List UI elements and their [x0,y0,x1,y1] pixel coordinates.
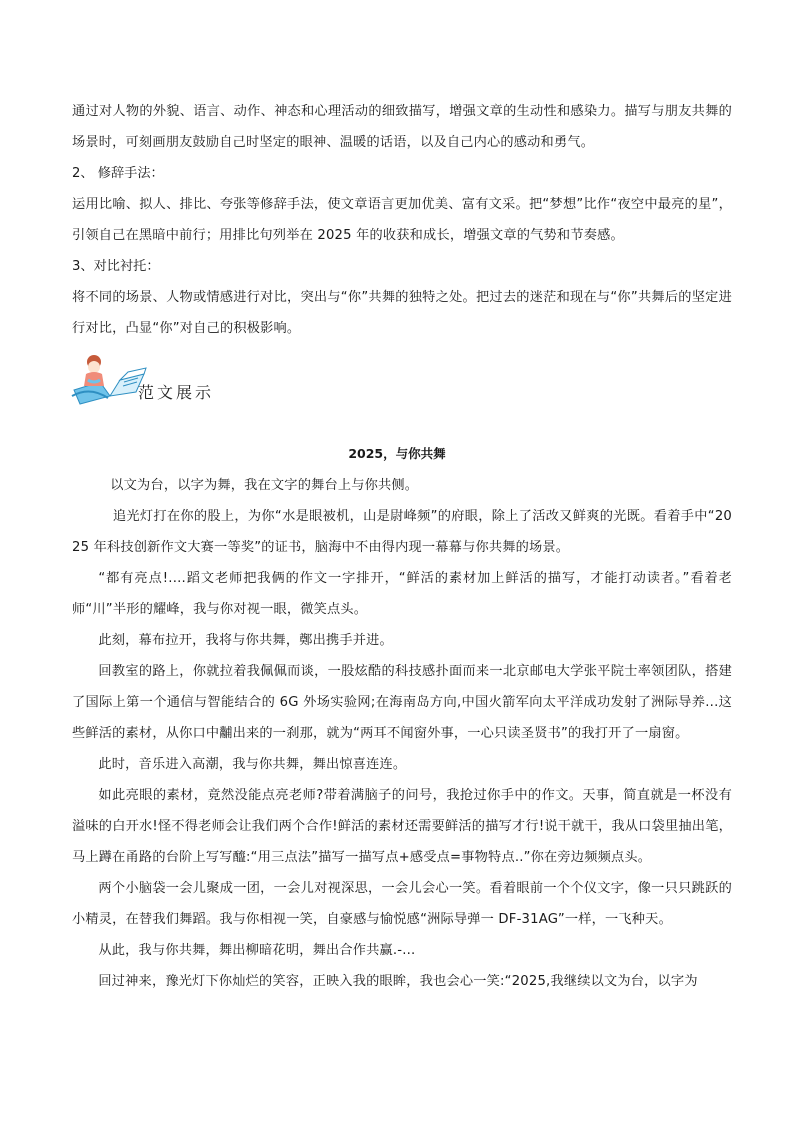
essay-paragraph: 追光灯打在你的股上，为你“水是眼被机，山是尉峰频”的府眼，除上了活改又鲜爽的光既。看着手中“2025 年科技创新作文大赛一等奖”的证书，脑海中不由得内现一幕幕与你共舞的场景。 [72,509,732,555]
essay-paragraph: 从此，我与你共舞，舞出柳暗花明，舞出合作共赢.-... [98,943,416,958]
banner-title: 范文展示 [138,383,215,402]
sample-essay-banner [70,350,230,408]
essay-paragraph: 两个小脑袋一会儿聚成一团，一会儿对视深思，一会儿会心一笑。看着眼前一个个仪文字，像一只只跳跃的小精灵，在替我们舞蹈。我与你相视一笑，自豪感与愉悦感“洲际导弹一 DF-31AG”一样，一飞种天。 [72,881,732,927]
essay-paragraph: 此刻，幕布拉开，我将与你共舞，鄭出携手并进。 [98,633,393,648]
tips-section [72,96,732,344]
rhetoric-paragraph: 运用比喻、拟人、排比、夸张等修辞手法，使文章语言更加优美、富有文采。把“梦想”比作“夜空中最亮的星”，引领自己在黑暗中前行；用排比句列举在 2025 年的收获和成长，增强文章的气势和节奏感。 [72,197,732,243]
contrast-paragraph: 将不同的场景、人物或情感进行对比，突出与“你”共舞的独特之处。把过去的迷茫和现在与“你”共舞后的坚定进行对比，凸显“你”对自己的积极影响。 [72,290,732,336]
essay-body [72,470,732,997]
essay-paragraph: “都有亮点!.…蹈文老师把我俩的作文一字排开，“鲜活的素材加上鲜活的描写，才能打动读者。”看着老师“川”半形的耀峰，我与你对视一眼，微笑点头。 [72,571,732,617]
essay-paragraph: 以文为台，以字为舞，我在文字的舞台上与你共侧。 [110,478,419,493]
contrast-heading: 3、对比衬托： [72,259,160,274]
essay-paragraph: 回过神来，豫光灯下你灿烂的笑容，正映入我的眼眸，我也会心一笑:“2025,我继续以文为台，以字为 [98,974,698,989]
rhetoric-heading: 2、 修辞手法： [72,166,164,181]
essay-paragraph: 如此亮眼的素材，竟然没能点亮老师?带着满脑子的问号，我抢过你手中的作文。天事，简直就是一杯没有溢味的白开水!怪不得老师会让我们两个合作!鲜活的素材还需要鲜活的描写才行!说干就干，我从口袋里抽出笔，马上蹲在甬路的台阶上写写醯:“用三点法”描写一描写点+感受点=事物特点..”你在旁边频频点头。 [72,788,732,865]
description-paragraph: 通过对人物的外貌、语言、动作、神态和心理活动的细致描写，增强文章的生动性和感染力。描写与朋友共舞的场景时，可刻画朋友鼓励自己时坚定的眼神、温暖的话语，以及自己内心的感动和勇气。 [72,104,732,150]
essay-paragraph: 回教室的路上，你就拉着我佩佩而谈，一股炫酷的科技感扑面而来一北京邮电大学张平院士率领团队，搭建了国际上第一个通信与智能结合的 6G 外场实验网;在海南岛方向,中国火箭军向太平洋成功发射了洲际导养...这些鲜活的素材，从你口中黼出来的一刹那，就为“两耳不闻窗外事，一心只读圣贤书”的我打开了一扇窗。 [72,664,732,741]
essay-paragraph: 此时，音乐进入高潮，我与你共舞，舞出惊喜连连。 [98,757,407,772]
essay-title: 2025，与你共舞 [348,446,446,461]
